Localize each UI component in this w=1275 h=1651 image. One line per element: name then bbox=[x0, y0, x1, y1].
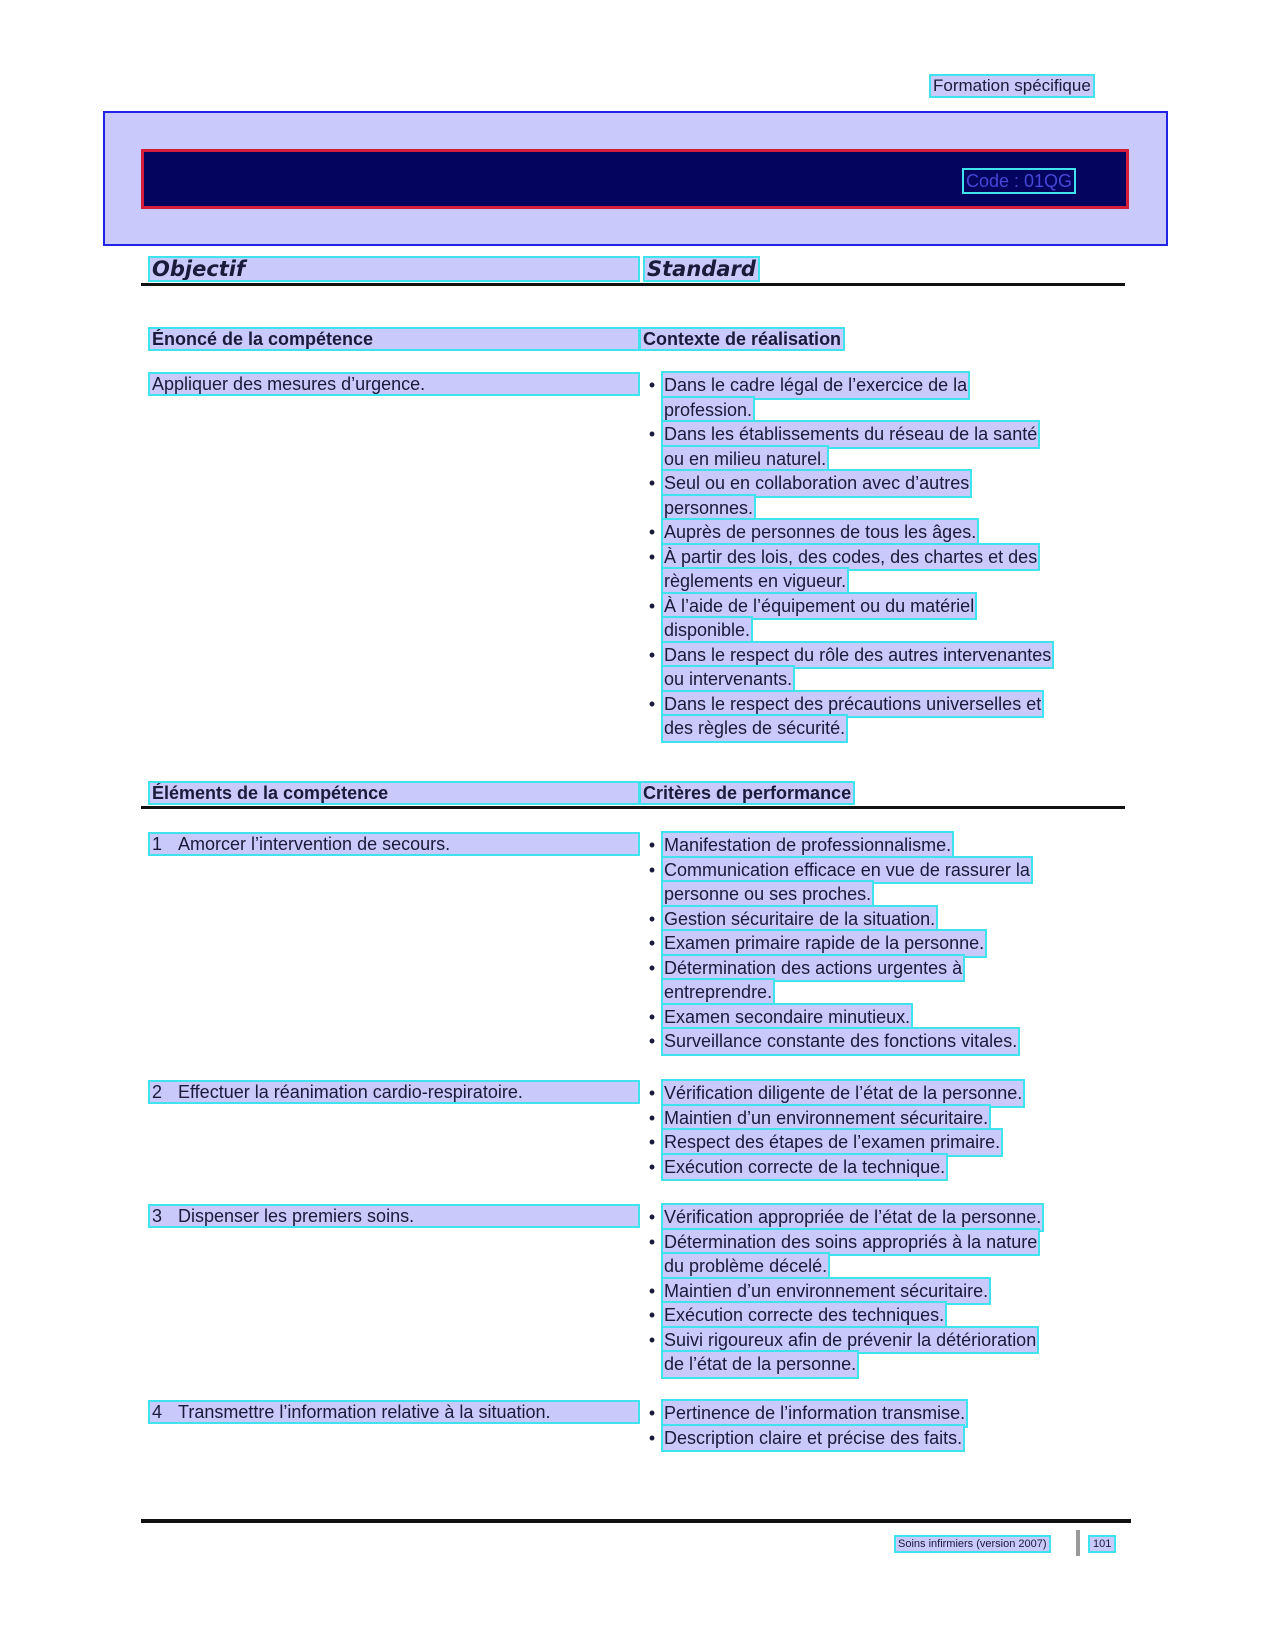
competency-code: Code : 01QG bbox=[966, 171, 1073, 191]
bullet-text: Exécution correcte des techniques. bbox=[663, 1303, 945, 1328]
criteria-item bbox=[641, 1130, 1023, 1155]
criteria-item bbox=[641, 1328, 1042, 1377]
footer-separator bbox=[1076, 1530, 1080, 1556]
bullet-text: Dans le respect du rôle des autres intervenantes bbox=[663, 643, 1052, 668]
criteria-item bbox=[641, 1205, 1042, 1230]
bullet-text: personne ou ses proches. bbox=[663, 882, 872, 907]
element-2 bbox=[150, 1082, 638, 1102]
bullet-icon: • bbox=[648, 1427, 656, 1448]
bullet-icon: • bbox=[648, 424, 656, 444]
bullet-text: Respect des étapes de l’examen primaire. bbox=[663, 1130, 1001, 1155]
bullet-icon: • bbox=[648, 957, 656, 978]
element-3 bbox=[150, 1206, 638, 1226]
bullet-text: Pertinence de l’information transmise. bbox=[663, 1401, 966, 1426]
criteria-item bbox=[641, 1279, 1042, 1304]
bullet-text: ou en milieu naturel. bbox=[663, 447, 827, 472]
bullet-icon: • bbox=[648, 933, 656, 953]
element-text: Effectuer la réanimation cardio-respiratoire. bbox=[178, 1082, 523, 1102]
criteria-item bbox=[641, 422, 1052, 471]
criteria-item bbox=[641, 1230, 1042, 1279]
criteria-list-3 bbox=[641, 1205, 1042, 1377]
element-text: Transmettre l’information relative à la situation. bbox=[178, 1402, 551, 1422]
bullet-icon: • bbox=[648, 1083, 656, 1103]
element-number: 2 bbox=[152, 1082, 163, 1102]
criteria-list-2 bbox=[641, 1081, 1023, 1179]
bullet-text: entreprendre. bbox=[663, 980, 773, 1005]
criteria-item bbox=[641, 373, 1052, 422]
criteria-item bbox=[641, 1081, 1023, 1106]
criteria-item bbox=[641, 931, 1031, 956]
bullet-text: À l’aide de l’équipement ou du matériel bbox=[663, 594, 975, 619]
column-heading-objectif: Objectif bbox=[150, 258, 638, 280]
bullet-icon: • bbox=[648, 908, 656, 929]
bullet-icon: • bbox=[648, 859, 656, 880]
criteria-item bbox=[641, 692, 1052, 741]
bullet-text: Vérification appropriée de l’état de la personne. bbox=[663, 1205, 1042, 1230]
bullet-icon: • bbox=[648, 1231, 656, 1252]
bullet-icon: • bbox=[648, 1031, 656, 1051]
bullet-icon: • bbox=[648, 522, 656, 542]
bullet-text: du problème décelé. bbox=[663, 1254, 828, 1279]
bullet-text: Suivi rigoureux afin de prévenir la détérioration bbox=[663, 1328, 1037, 1353]
footer-program: Soins infirmiers (version 2007) bbox=[898, 1538, 1047, 1550]
bullet-text: Détermination des actions urgentes à bbox=[663, 956, 963, 981]
bullet-text: de l’état de la personne. bbox=[663, 1352, 857, 1377]
bullet-text: Vérification diligente de l’état de la personne. bbox=[663, 1081, 1023, 1106]
criteria-item bbox=[641, 545, 1052, 594]
bullet-text: disponible. bbox=[663, 618, 751, 643]
competence-statement: Appliquer des mesures d’urgence. bbox=[150, 374, 638, 394]
bullet-icon: • bbox=[648, 1403, 656, 1423]
bullet-text: ou intervenants. bbox=[663, 667, 793, 692]
bullet-icon: • bbox=[648, 693, 656, 714]
bullet-text: des règles de sécurité. bbox=[663, 716, 846, 741]
criteria-item bbox=[641, 1426, 966, 1451]
criteria-item bbox=[641, 907, 1031, 932]
bullet-text: personnes. bbox=[663, 496, 754, 521]
criteria-item bbox=[641, 1106, 1023, 1131]
element-text: Amorcer l’intervention de secours. bbox=[178, 834, 451, 854]
bullet-text: Auprès de personnes de tous les âges. bbox=[663, 520, 977, 545]
bullet-icon: • bbox=[648, 1132, 656, 1152]
criteria-item bbox=[641, 643, 1052, 692]
bullet-icon: • bbox=[648, 1280, 656, 1301]
bullet-icon: • bbox=[648, 375, 656, 395]
bullet-text: profession. bbox=[663, 398, 753, 423]
bullet-text: Examen secondaire minutieux. bbox=[663, 1005, 911, 1030]
bullet-icon: • bbox=[648, 546, 656, 567]
competence-heading: Énoncé de la compétence bbox=[150, 329, 638, 349]
bullet-text: Examen primaire rapide de la personne. bbox=[663, 931, 985, 956]
element-number: 4 bbox=[152, 1402, 163, 1422]
criteria-list-1 bbox=[641, 833, 1031, 1054]
bullet-icon: • bbox=[648, 595, 656, 616]
criteria-list-4 bbox=[641, 1401, 966, 1450]
element-text: Dispenser les premiers soins. bbox=[178, 1206, 415, 1226]
bullet-text: Maintien d’un environnement sécuritaire. bbox=[663, 1279, 989, 1304]
element-1 bbox=[150, 834, 638, 854]
element-number: 3 bbox=[152, 1206, 163, 1226]
bullet-text: À partir des lois, des codes, des chartes et des bbox=[663, 545, 1038, 570]
bullet-text: Surveillance constante des fonctions vitales. bbox=[663, 1029, 1018, 1054]
criteria-item bbox=[641, 1029, 1031, 1054]
bullet-icon: • bbox=[648, 473, 656, 493]
criteria-item bbox=[641, 1155, 1023, 1180]
bullet-text: règlements en vigueur. bbox=[663, 569, 847, 594]
bullet-icon: • bbox=[648, 1329, 656, 1350]
bullet-icon: • bbox=[648, 644, 656, 665]
bullet-text: Exécution correcte de la technique. bbox=[663, 1155, 946, 1180]
criteria-item bbox=[641, 1401, 966, 1426]
contexte-list bbox=[641, 373, 1052, 741]
bullet-text: Dans le respect des précautions universelles et bbox=[663, 692, 1042, 717]
bullet-text: Description claire et précise des faits. bbox=[663, 1426, 963, 1451]
bullet-text: Seul ou en collaboration avec d’autres bbox=[663, 471, 970, 496]
bullet-icon: • bbox=[648, 1006, 656, 1027]
contexte-heading: Contexte de réalisation bbox=[643, 329, 842, 349]
bullet-text: Gestion sécuritaire de la situation. bbox=[663, 907, 936, 932]
footer-rule bbox=[141, 1519, 1131, 1523]
bullet-icon: • bbox=[648, 1156, 656, 1177]
bullet-text: Détermination des soins appropriés à la nature bbox=[663, 1230, 1038, 1255]
criteria-item bbox=[641, 956, 1031, 1005]
bullet-text: Manifestation de professionnalisme. bbox=[663, 833, 952, 858]
elements-heading: Éléments de la compétence bbox=[150, 783, 638, 803]
bullet-text: Dans le cadre légal de l’exercice de la bbox=[663, 373, 968, 398]
page-number: 101 bbox=[1090, 1537, 1114, 1551]
column-heading-standard: Standard bbox=[647, 257, 756, 281]
bullet-text: Dans les établissements du réseau de la santé bbox=[663, 422, 1038, 447]
bullet-icon: • bbox=[648, 1305, 656, 1325]
bullet-icon: • bbox=[648, 1207, 656, 1227]
bullet-text: Communication efficace en vue de rassurer la bbox=[663, 858, 1031, 883]
criteria-item bbox=[641, 1303, 1042, 1328]
elements-divider bbox=[141, 806, 1125, 809]
bullet-icon: • bbox=[648, 835, 656, 855]
bullet-icon: • bbox=[648, 1107, 656, 1128]
bullet-text: Maintien d’un environnement sécuritaire. bbox=[663, 1106, 989, 1131]
element-4 bbox=[150, 1402, 638, 1422]
criteria-item bbox=[641, 471, 1052, 520]
criteria-item bbox=[641, 594, 1052, 643]
criteria-item bbox=[641, 833, 1031, 858]
criteria-item bbox=[641, 858, 1031, 907]
heading-divider bbox=[141, 283, 1125, 286]
element-number: 1 bbox=[152, 834, 163, 854]
criteria-item bbox=[641, 520, 1052, 545]
program-section-label: Formation spécifique bbox=[933, 76, 1091, 95]
criteres-heading: Critères de performance bbox=[643, 783, 852, 803]
criteria-item bbox=[641, 1005, 1031, 1030]
